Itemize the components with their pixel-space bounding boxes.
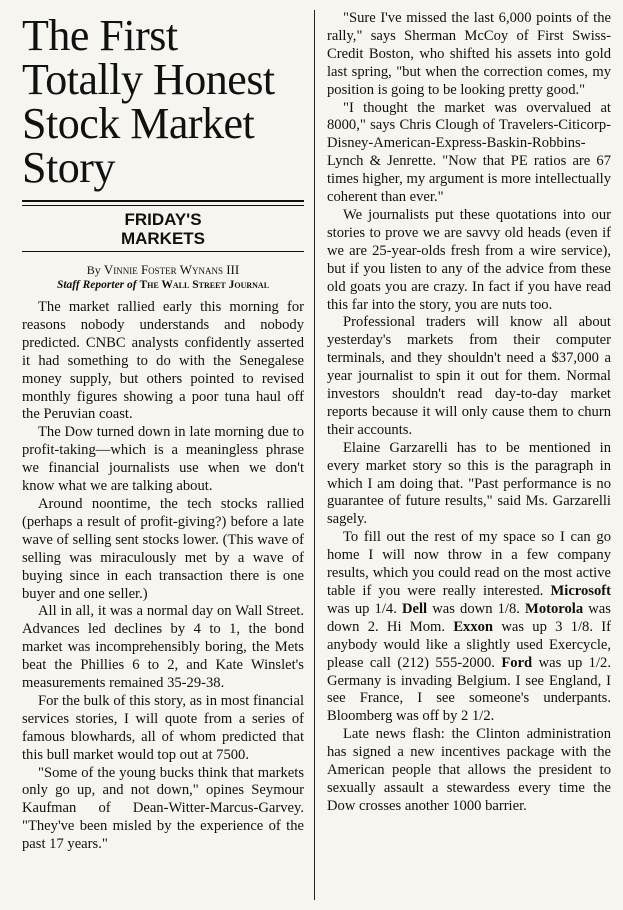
right-body — [327, 10, 611, 816]
headline: The First Totally Honest Stock Market Story — [22, 11, 275, 192]
company-name: Exxon — [453, 618, 494, 635]
section-kicker — [22, 210, 304, 248]
company-name: Ford — [501, 654, 533, 671]
article-paragraph: "I thought the market was overvalued at 8000," says Chris Clough of Travelers-Citicorp-Disney-American-Express-Baskin-Robbins-Lynch & Jenrette. "Now that PE ratios are 67 times higher, my argument is more intellectually coherent than ever." — [327, 99, 611, 206]
paragraph-segment: To fill out the rest of my space so I can go home I will now throw in a few company results, which you could read on the most active table if you were really interested. — [327, 529, 611, 599]
kicker-rule — [22, 251, 304, 252]
article-paragraph: The market rallied early this morning for reasons nobody understands and nobody predicted. CNBC analysts confidently asserted it had something to do with the Senegalese money supply, but others pointed to revised monthly figures showing a poor tuna haul off the Peruvian coast. — [22, 299, 304, 423]
headline-rule — [22, 200, 304, 202]
company-name: Motorola — [525, 600, 584, 617]
staff-prefix: Staff Reporter of — [56, 279, 137, 291]
article-paragraph: "Sure I've missed the last 6,000 points of the rally," says Sherman McCoy of First Swiss-Credit Boston, who shifted his assets into gold last spring, "but when the correction comes, my position is going to be looking pretty good." — [327, 10, 611, 98]
left-column — [22, 11, 304, 854]
paragraph-segment: was down 2. Hi Mom. — [327, 600, 611, 635]
staff-line — [22, 279, 304, 291]
company-name: Dell — [401, 600, 428, 617]
paragraph-segment: was down 1/8. — [427, 600, 526, 617]
article-paragraph: Professional traders will know all about yesterday's markets from their computer terminals, and they shouldn't need a $37,000 a year journalist to spin it out for them. Normal investors shouldn't read day-to-day market reports because it will only cause them to churn their accounts. — [327, 314, 611, 438]
article-paragraph: All in all, it was a normal day on Wall Street. Advances led declines by 4 to 1, the bond market was incomprehensibly boring, the Mets beat the Phillies 6 to 2, and Kate Winslet's measurements remained 35-29-38. — [22, 603, 304, 692]
article-paragraph: Elaine Garzarelli has to be mentioned in every market story so this is the paragraph in which I am doing that. "Past performance is no guarantee of future results," said Ms. Garzarelli sagely. — [327, 439, 611, 528]
kicker-line-2: MARKETS — [120, 229, 206, 248]
article-paragraph: We journalists put these quotations into our stories to prove we are savvy old heads (even if we are 25-year-olds fresh from a wire service), but if you listen to any of the advice from these old goats you are crazy. In fact if you have read this far into the story, you are nuts too. — [327, 206, 611, 313]
left-body — [22, 299, 304, 854]
article-paragraph: The Dow turned down in late morning due to profit-taking—which is a meaningless phrase we financial journalists use when we don't know what we are talking about. — [22, 424, 304, 495]
paragraph-segment: was up 3 1/8. If anybody would like a slightly used Exercycle, please call (212) 555-2000. — [327, 618, 611, 671]
paragraph-segment: was up 1/4. — [327, 600, 402, 617]
paragraph-segment: was up 1/2. Germany is invading Belgium. I see England, I see France, I see someone's underpants. Bloomberg was off by 2 1/2. — [327, 654, 611, 725]
article-paragraph: For the bulk of this story, as in most financial services stories, I will quote from a series of famous blowhards, all of whom predicted that this bull market would top out at 7500. — [22, 692, 304, 763]
article-paragraph: "Some of the young bucks think that markets only go up, and not down," opines Seymour Kaufman of Dean-Witter-Marcus-Garvey. "They've been misled by the experience of the past 17 years." — [22, 764, 304, 853]
byline-name: Vinnie Foster Wynans III — [103, 262, 240, 277]
column-divider — [314, 10, 315, 900]
late-news-paragraph: Late news flash: the Clinton administration has signed a new incentives package with the American people that allows the president to sexually assault a stewardess every time the Dow crosses another 1000 barrier. — [327, 726, 611, 814]
company-results-paragraph — [327, 529, 611, 726]
article-paragraph: Around noontime, the tech stocks rallied (perhaps a result of profit-giving?) before a late wave of selling sent stocks lower. (This wave of selling was miraculously met by a wave of buying since in each transaction there is one buyer and one seller.) — [22, 495, 304, 602]
byline — [22, 262, 304, 278]
byline-prefix: By — [86, 263, 101, 277]
staff-publication: The Wall Street Journal — [139, 279, 270, 291]
headline-rule-thin — [22, 205, 304, 206]
right-column — [327, 10, 611, 816]
kicker-line-1: FRIDAY'S — [124, 210, 202, 229]
company-name: Microsoft — [550, 583, 611, 599]
